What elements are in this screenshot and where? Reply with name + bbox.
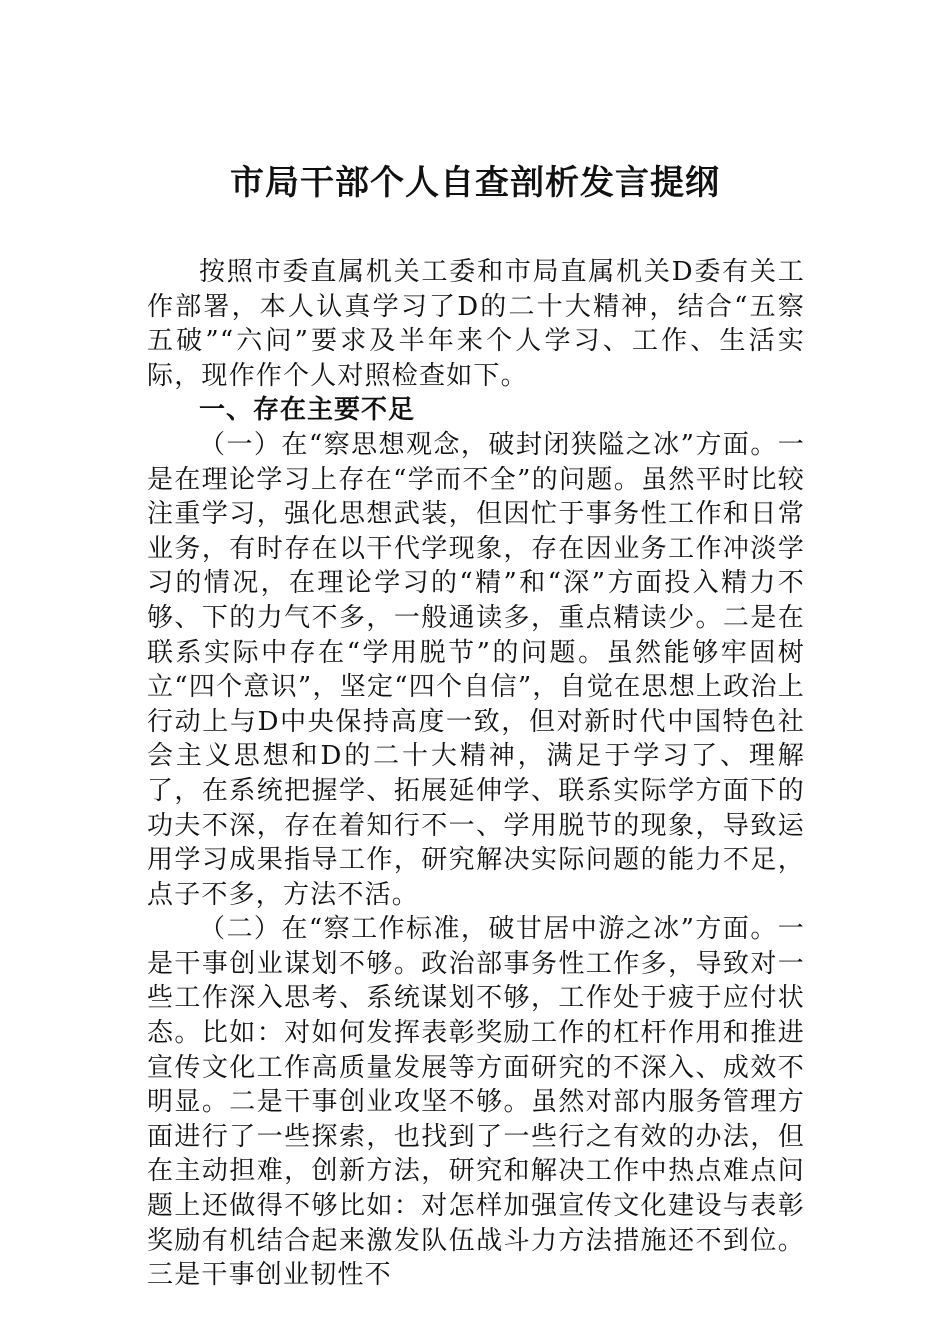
document-title: 市局干部个人自查剖析发言提纲 [230, 163, 720, 203]
intro-paragraph: 按照市委直属机关工委和市局直属机关D委有关工作部署，本人认真学习了D的二十大精神，结合“五察五破”“六问”要求及半年来个人学习、工作、生活实际，现作作个人对照检查如下。 [147, 257, 805, 391]
body-paragraph: （二）在“察工作标准，破甘居中游之冰”方面。一是干事创业谋划不够。政治部事务性工作多，导致对一些工作深入思考、系统谋划不够，工作处于疲于应付状态。比如：对如何发挥表彰奖励工作的杠杆作用和推进宣传文化工作高质量发展等方面研究的不深入、成效不明显。二是干事创业攻坚不够。虽然对部内服务管理方面进行了一些探索，也找到了一些行之有效的办法，但在主动担难，创新方法，研究和解决工作中热点难点问题上还做得不够比如：对怎样加强宣传文化建设与表彰奖励有机结合起来激发队伍战斗力方法措施还不到位。三是干事创业韧性不 [147, 914, 805, 1291]
section-heading: 一、存在主要不足 [199, 395, 416, 426]
body-paragraph: （一）在“察思想观念，破封闭狭隘之冰”方面。一是在理论学习上存在“学而不全”的问题。虽然平时比较注重学习，强化思想武装，但因忙于事务性工作和日常业务，有时存在以干代学现象，存在因业务工作冲淡学习的情况，在理论学习的“精”和“深”方面投入精力不够、下的力气不多，一般通读多，重点精读少。二是在联系实际中存在“学用脱节”的问题。虽然能够牢固树立“四个意识”，坚定“四个自信”，自觉在思想上政治上行动上与D中央保持高度一致，但对新时代中国特色社会主义思想和D的二十大精神，满足于学习了、理解了，在系统把握学、拓展延伸学、联系实际学方面下的功夫不深，存在着知行不一、学用脱节的现象，导致运用学习成果指导工作，研究解决实际问题的能力不足，点子不多，方法不活。 [147, 429, 805, 910]
document-body [147, 255, 805, 1293]
